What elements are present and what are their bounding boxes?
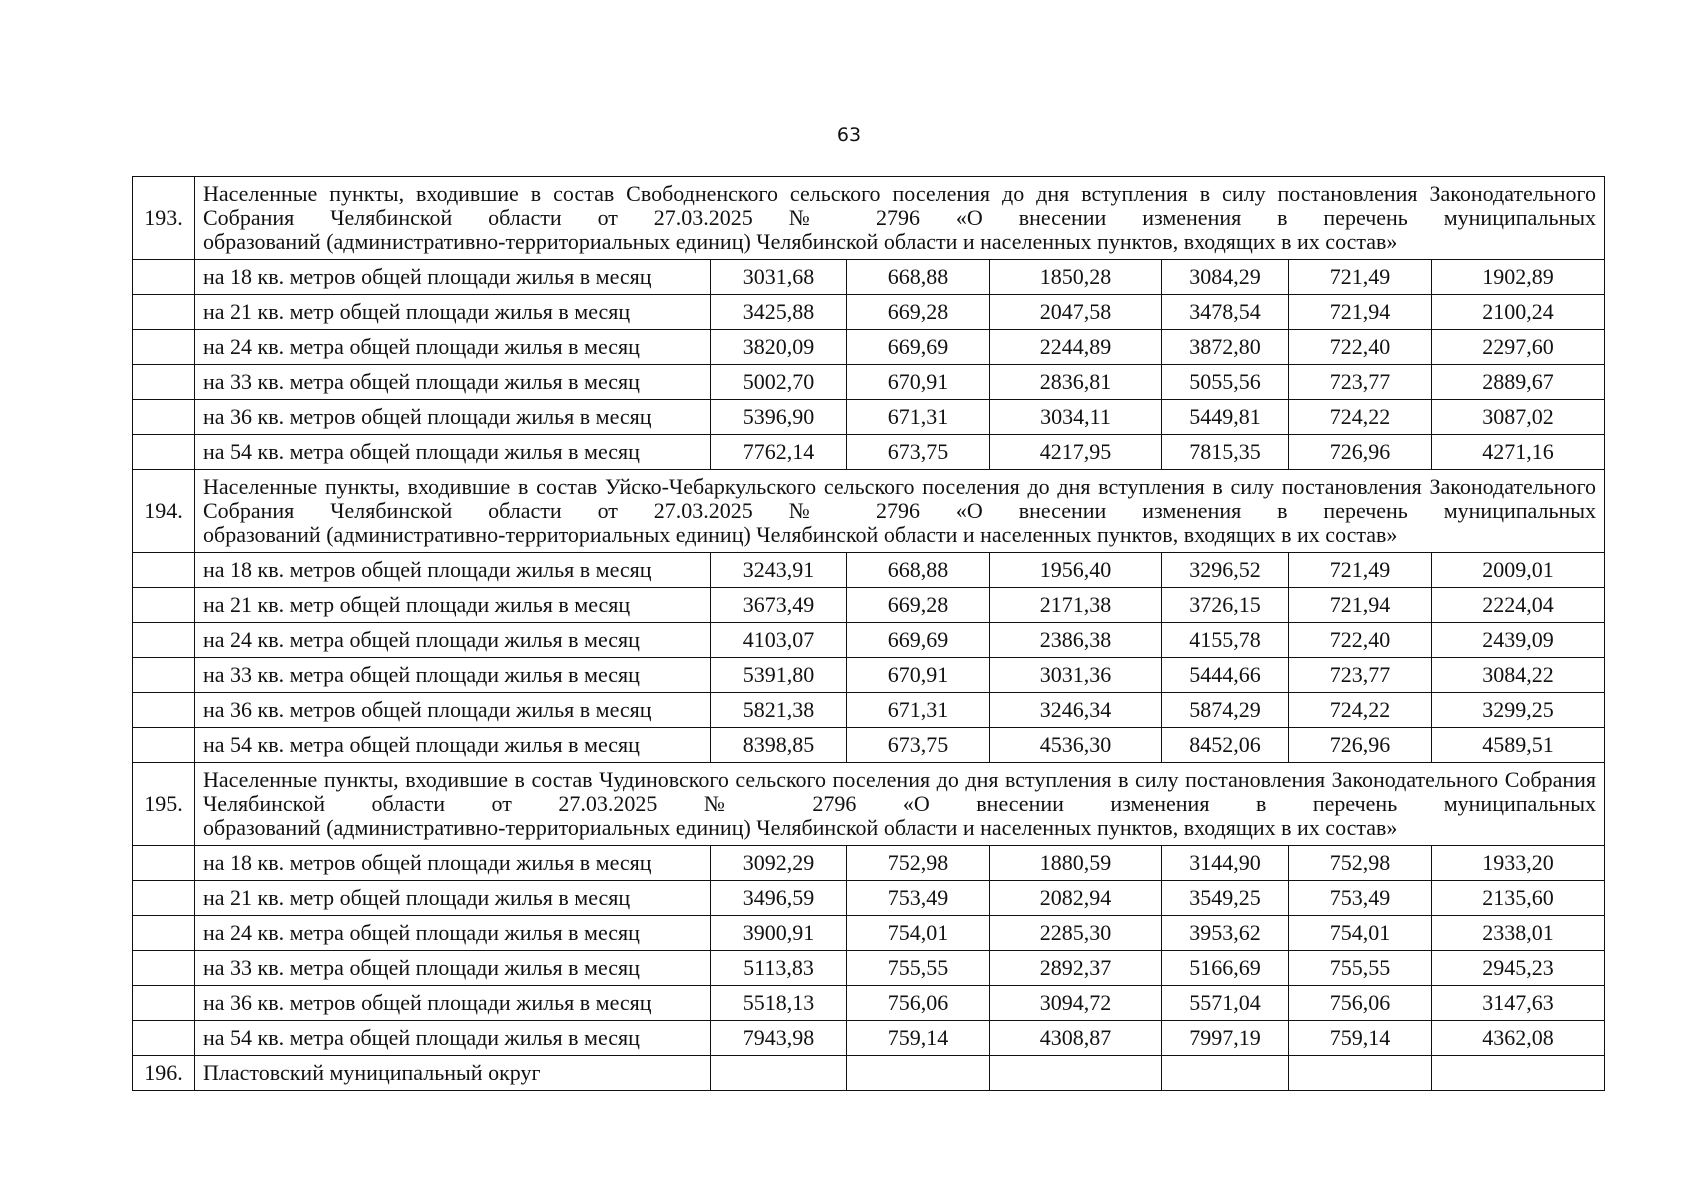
- value-cell: 7997,19: [1162, 1021, 1289, 1056]
- value-cell: 4589,51: [1432, 728, 1605, 763]
- section-title-end: образований (административно-территориальных единиц) Челябинской области и населенных пунктов, входящих в их состав»: [203, 815, 1398, 841]
- value-cell: 2244,89: [990, 330, 1162, 365]
- empty-cell: [990, 1056, 1162, 1091]
- value-cell: 2439,09: [1432, 623, 1605, 658]
- value-cell: 753,49: [1289, 881, 1432, 916]
- value-cell: 4362,08: [1432, 1021, 1605, 1056]
- value-cell: 2836,81: [990, 365, 1162, 400]
- row-number-cell: [133, 623, 195, 658]
- section-number: 195.: [133, 763, 195, 846]
- value-cell: 5055,56: [1162, 365, 1289, 400]
- value-cell: 721,49: [1289, 553, 1432, 588]
- row-number-cell: [133, 330, 195, 365]
- value-cell: 3296,52: [1162, 553, 1289, 588]
- empty-cell: [1162, 1056, 1289, 1091]
- empty-cell: [711, 1056, 847, 1091]
- value-cell: 756,06: [847, 986, 990, 1021]
- value-cell: 5518,13: [711, 986, 847, 1021]
- row-label: на 21 кв. метр общей площади жилья в месяц: [195, 588, 711, 623]
- row-number-cell: [133, 693, 195, 728]
- row-label: на 36 кв. метров общей площади жилья в месяц: [195, 693, 711, 728]
- table-row: [133, 400, 1605, 435]
- value-cell: 723,77: [1289, 365, 1432, 400]
- value-cell: 3299,25: [1432, 693, 1605, 728]
- value-cell: 4217,95: [990, 435, 1162, 470]
- value-cell: 2338,01: [1432, 916, 1605, 951]
- value-cell: 3820,09: [711, 330, 847, 365]
- value-cell: 3034,11: [990, 400, 1162, 435]
- table-body: [133, 177, 1605, 1091]
- row-label: на 33 кв. метра общей площади жилья в месяц: [195, 365, 711, 400]
- value-cell: 5571,04: [1162, 986, 1289, 1021]
- value-cell: 3031,68: [711, 260, 847, 295]
- value-cell: 1956,40: [990, 553, 1162, 588]
- table-row: [133, 658, 1605, 693]
- value-cell: 4308,87: [990, 1021, 1162, 1056]
- row-number-cell: [133, 553, 195, 588]
- row-number-cell: [133, 400, 195, 435]
- value-cell: 2135,60: [1432, 881, 1605, 916]
- table-row: [133, 623, 1605, 658]
- value-cell: 5449,81: [1162, 400, 1289, 435]
- value-cell: 2945,23: [1432, 951, 1605, 986]
- value-cell: 3673,49: [711, 588, 847, 623]
- value-cell: 724,22: [1289, 693, 1432, 728]
- value-cell: 2889,67: [1432, 365, 1605, 400]
- row-number-cell: [133, 1021, 195, 1056]
- row-label: на 33 кв. метра общей площади жилья в месяц: [195, 658, 711, 693]
- row-number-cell: [133, 435, 195, 470]
- section-header-row: [133, 177, 1605, 260]
- table-row: [133, 1021, 1605, 1056]
- row-number-cell: [133, 916, 195, 951]
- value-cell: 5874,29: [1162, 693, 1289, 728]
- value-cell: 3246,34: [990, 693, 1162, 728]
- value-cell: 2100,24: [1432, 295, 1605, 330]
- value-cell: 3872,80: [1162, 330, 1289, 365]
- value-cell: 722,40: [1289, 330, 1432, 365]
- value-cell: 7943,98: [711, 1021, 847, 1056]
- value-cell: 3087,02: [1432, 400, 1605, 435]
- table-row: [133, 260, 1605, 295]
- value-cell: 2009,01: [1432, 553, 1605, 588]
- value-cell: 5821,38: [711, 693, 847, 728]
- value-cell: 721,49: [1289, 260, 1432, 295]
- value-cell: 1902,89: [1432, 260, 1605, 295]
- row-label: на 36 кв. метров общей площади жилья в месяц: [195, 986, 711, 1021]
- value-cell: 753,49: [847, 881, 990, 916]
- section-number: 193.: [133, 177, 195, 260]
- section-title: [195, 470, 1605, 553]
- value-cell: 1850,28: [990, 260, 1162, 295]
- value-cell: 755,55: [1289, 951, 1432, 986]
- value-cell: 5002,70: [711, 365, 847, 400]
- value-cell: 4536,30: [990, 728, 1162, 763]
- section-title: [195, 763, 1605, 846]
- value-cell: 3549,25: [1162, 881, 1289, 916]
- value-cell: 759,14: [847, 1021, 990, 1056]
- table-row: [133, 588, 1605, 623]
- value-cell: 4155,78: [1162, 623, 1289, 658]
- row-number-cell: [133, 986, 195, 1021]
- row-label: на 21 кв. метр общей площади жилья в месяц: [195, 881, 711, 916]
- value-cell: 5391,80: [711, 658, 847, 693]
- value-cell: 726,96: [1289, 728, 1432, 763]
- value-cell: 3496,59: [711, 881, 847, 916]
- value-cell: 671,31: [847, 693, 990, 728]
- row-number-cell: [133, 658, 195, 693]
- table-row: [133, 916, 1605, 951]
- value-cell: 754,01: [847, 916, 990, 951]
- value-cell: 669,28: [847, 295, 990, 330]
- value-cell: 2386,38: [990, 623, 1162, 658]
- final-row: [133, 1056, 1605, 1091]
- value-cell: 670,91: [847, 658, 990, 693]
- section-header-row: [133, 763, 1605, 846]
- value-cell: 2892,37: [990, 951, 1162, 986]
- value-cell: 4103,07: [711, 623, 847, 658]
- row-label: на 36 кв. метров общей площади жилья в месяц: [195, 400, 711, 435]
- value-cell: 5166,69: [1162, 951, 1289, 986]
- value-cell: 3147,63: [1432, 986, 1605, 1021]
- value-cell: 668,88: [847, 260, 990, 295]
- value-cell: 3144,90: [1162, 846, 1289, 881]
- value-cell: 669,28: [847, 588, 990, 623]
- row-number-cell: [133, 881, 195, 916]
- page-number: 63: [836, 124, 862, 146]
- row-label: на 54 кв. метра общей площади жилья в месяц: [195, 1021, 711, 1056]
- value-cell: 5113,83: [711, 951, 847, 986]
- section-title-end: образований (административно-территориальных единиц) Челябинской области и населенных пунктов, входящих в их состав»: [203, 229, 1398, 255]
- value-cell: 1933,20: [1432, 846, 1605, 881]
- empty-cell: [1289, 1056, 1432, 1091]
- value-cell: 2297,60: [1432, 330, 1605, 365]
- value-cell: 8398,85: [711, 728, 847, 763]
- value-cell: 673,75: [847, 435, 990, 470]
- row-number-cell: [133, 588, 195, 623]
- value-cell: 3084,29: [1162, 260, 1289, 295]
- value-cell: 7815,35: [1162, 435, 1289, 470]
- row-number-cell: [133, 260, 195, 295]
- value-cell: 4271,16: [1432, 435, 1605, 470]
- row-label: на 24 кв. метра общей площади жилья в месяц: [195, 916, 711, 951]
- section-title-end: образований (административно-территориальных единиц) Челябинской области и населенных пунктов, входящих в их состав»: [203, 522, 1398, 548]
- value-cell: 722,40: [1289, 623, 1432, 658]
- value-cell: 669,69: [847, 623, 990, 658]
- tariff-table: [132, 176, 1605, 1091]
- table-row: [133, 693, 1605, 728]
- row-number-cell: [133, 728, 195, 763]
- value-cell: 670,91: [847, 365, 990, 400]
- section-number: 196.: [133, 1056, 195, 1091]
- value-cell: 673,75: [847, 728, 990, 763]
- row-number-cell: [133, 846, 195, 881]
- row-label: на 24 кв. метра общей площади жилья в месяц: [195, 330, 711, 365]
- value-cell: 759,14: [1289, 1021, 1432, 1056]
- value-cell: 756,06: [1289, 986, 1432, 1021]
- value-cell: 721,94: [1289, 588, 1432, 623]
- section-number: 194.: [133, 470, 195, 553]
- value-cell: 752,98: [847, 846, 990, 881]
- table-row: [133, 365, 1605, 400]
- section-title: [195, 177, 1605, 260]
- row-label: на 18 кв. метров общей площади жилья в месяц: [195, 260, 711, 295]
- value-cell: 5444,66: [1162, 658, 1289, 693]
- table-row: [133, 295, 1605, 330]
- value-cell: 671,31: [847, 400, 990, 435]
- value-cell: 3425,88: [711, 295, 847, 330]
- value-cell: 3900,91: [711, 916, 847, 951]
- value-cell: 1880,59: [990, 846, 1162, 881]
- table-row: [133, 881, 1605, 916]
- row-label: на 21 кв. метр общей площади жилья в месяц: [195, 295, 711, 330]
- row-label: на 18 кв. метров общей площади жилья в месяц: [195, 846, 711, 881]
- section-title-main: Населенные пункты, входившие в состав Свободненского сельского поселения до дня вступления в силу постановления Законодательного Собрания Челябинской области от 27.03.2025 № 2796 «О внесении изменения в перечень муниципальных: [203, 180, 1597, 230]
- value-cell: 3243,91: [711, 553, 847, 588]
- value-cell: 726,96: [1289, 435, 1432, 470]
- table-row: [133, 435, 1605, 470]
- value-cell: 5396,90: [711, 400, 847, 435]
- empty-cell: [847, 1056, 990, 1091]
- row-number-cell: [133, 951, 195, 986]
- value-cell: 755,55: [847, 951, 990, 986]
- value-cell: 3092,29: [711, 846, 847, 881]
- value-cell: 2047,58: [990, 295, 1162, 330]
- row-number-cell: [133, 365, 195, 400]
- row-label: на 54 кв. метра общей площади жилья в месяц: [195, 728, 711, 763]
- value-cell: 754,01: [1289, 916, 1432, 951]
- value-cell: 3478,54: [1162, 295, 1289, 330]
- table-row: [133, 728, 1605, 763]
- district-name: Пластовский муниципальный округ: [195, 1056, 711, 1091]
- value-cell: 668,88: [847, 553, 990, 588]
- value-cell: 2285,30: [990, 916, 1162, 951]
- value-cell: 3726,15: [1162, 588, 1289, 623]
- table-row: [133, 553, 1605, 588]
- value-cell: 2171,38: [990, 588, 1162, 623]
- table-row: [133, 846, 1605, 881]
- value-cell: 2082,94: [990, 881, 1162, 916]
- section-header-row: [133, 470, 1605, 553]
- section-title-main: Населенные пункты, входившие в состав Уйско-Чебаркульского сельского поселения до дня вступления в силу постановления Законодательного Собрания Челябинской области от 27.03.2025 № 2796 «О внесении изменения в перечень муниципальных: [203, 473, 1597, 523]
- value-cell: 3084,22: [1432, 658, 1605, 693]
- value-cell: 723,77: [1289, 658, 1432, 693]
- row-label: на 24 кв. метра общей площади жилья в месяц: [195, 623, 711, 658]
- section-title-main: Населенные пункты, входившие в состав Чудиновского сельского поселения до дня вступления в силу постановления Законодательного Собрания Челябинской области от 27.03.2025 № 2796 «О внесении изменения в перечень муниципальных: [203, 766, 1597, 816]
- value-cell: 7762,14: [711, 435, 847, 470]
- table-row: [133, 951, 1605, 986]
- value-cell: 721,94: [1289, 295, 1432, 330]
- table-row: [133, 986, 1605, 1021]
- row-number-cell: [133, 295, 195, 330]
- table-row: [133, 330, 1605, 365]
- row-label: на 33 кв. метра общей площади жилья в месяц: [195, 951, 711, 986]
- row-label: на 54 кв. метра общей площади жилья в месяц: [195, 435, 711, 470]
- value-cell: 669,69: [847, 330, 990, 365]
- value-cell: 724,22: [1289, 400, 1432, 435]
- empty-cell: [1432, 1056, 1605, 1091]
- value-cell: 8452,06: [1162, 728, 1289, 763]
- value-cell: 752,98: [1289, 846, 1432, 881]
- row-label: на 18 кв. метров общей площади жилья в месяц: [195, 553, 711, 588]
- value-cell: 2224,04: [1432, 588, 1605, 623]
- value-cell: 3094,72: [990, 986, 1162, 1021]
- value-cell: 3031,36: [990, 658, 1162, 693]
- value-cell: 3953,62: [1162, 916, 1289, 951]
